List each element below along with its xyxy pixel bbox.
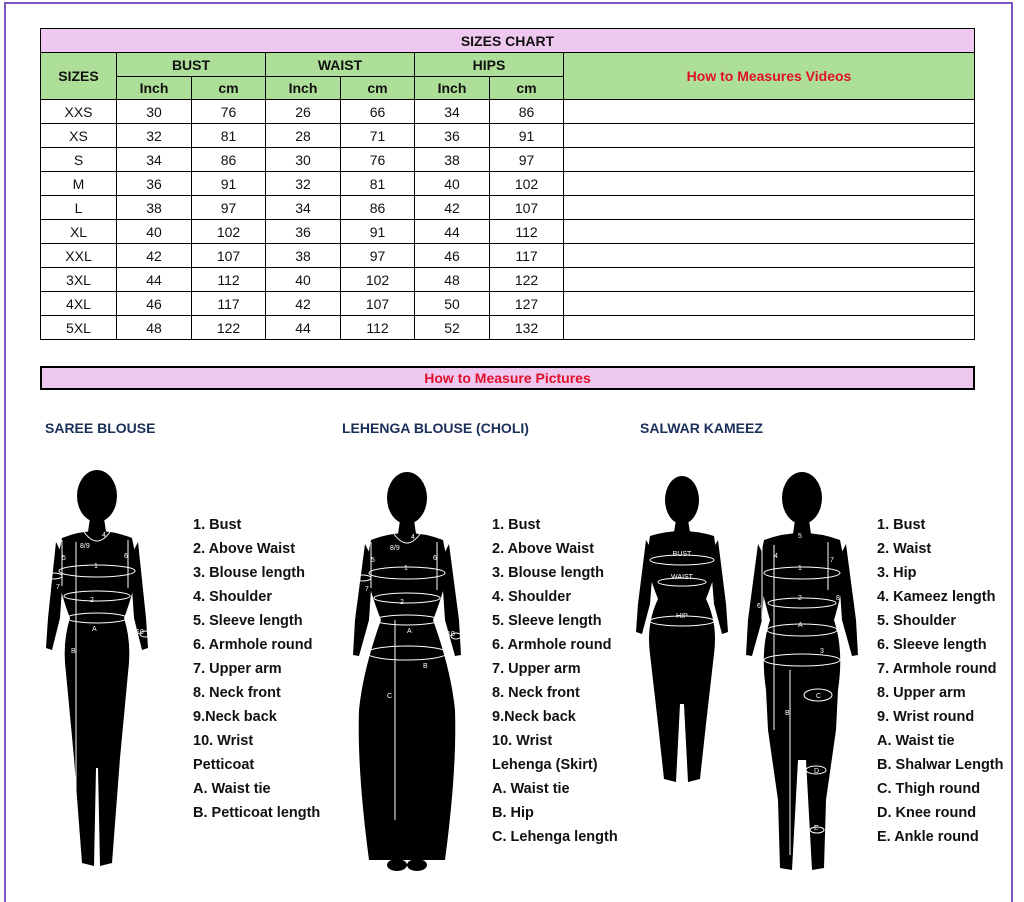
measure-cell: 30 (266, 148, 341, 172)
svg-text:1: 1 (94, 563, 98, 570)
measure-item: 9. Wrist round (877, 709, 975, 725)
measure-item: A. Waist tie (492, 781, 570, 797)
hip-figure-label: HIP (676, 613, 688, 620)
video-cell (564, 220, 975, 244)
measure-cell: 40 (117, 220, 192, 244)
measure-cell: 112 (490, 220, 564, 244)
sizes-column-header: SIZES (41, 53, 117, 100)
svg-text:10: 10 (447, 631, 455, 638)
measure-cell: 117 (490, 244, 564, 268)
measure-cell: 71 (341, 124, 415, 148)
measure-cell: 127 (490, 292, 564, 316)
measure-item: 4. Shoulder (492, 589, 571, 605)
measure-cell: 102 (192, 220, 266, 244)
video-cell (564, 100, 975, 124)
salwar-front-figure (636, 474, 728, 794)
svg-text:D: D (814, 768, 820, 775)
videos-header: How to Measures Videos (564, 53, 975, 100)
size-cell: 3XL (41, 268, 117, 292)
measure-cell: 36 (117, 172, 192, 196)
measure-cell: 91 (341, 220, 415, 244)
measure-item: B. Hip (492, 805, 534, 821)
svg-text:1: 1 (798, 565, 802, 572)
video-cell (564, 148, 975, 172)
unit-header: Inch (117, 77, 192, 100)
svg-text:B: B (423, 663, 428, 670)
measure-item: 5. Sleeve length (492, 613, 602, 629)
size-rows (41, 100, 975, 340)
measure-cell: 107 (490, 196, 564, 220)
measure-item: 3. Blouse length (492, 565, 604, 581)
measure-cell: 38 (415, 148, 490, 172)
sizes-chart-table (40, 28, 975, 340)
svg-text:7: 7 (830, 557, 834, 564)
measure-item: 8. Neck front (193, 685, 281, 701)
unit-header: cm (341, 77, 415, 100)
measure-item: B. Shalwar Length (877, 757, 1004, 773)
hips-group-header: HIPS (415, 53, 564, 77)
size-cell: XS (41, 124, 117, 148)
size-cell: 4XL (41, 292, 117, 316)
svg-text:5: 5 (798, 533, 802, 540)
measure-cell: 28 (266, 124, 341, 148)
video-cell (564, 172, 975, 196)
svg-text:C: C (387, 693, 393, 700)
video-cell (564, 244, 975, 268)
size-cell: 5XL (41, 316, 117, 340)
measure-cell: 34 (117, 148, 192, 172)
measure-cell: 46 (415, 244, 490, 268)
measure-cell: 91 (490, 124, 564, 148)
table-row (41, 100, 975, 124)
measure-item: 4. Kameez length (877, 589, 996, 605)
measure-item: 2. Above Waist (193, 541, 296, 557)
video-cell (564, 292, 975, 316)
bust-figure-label: BUST (672, 551, 692, 558)
svg-text:6: 6 (124, 553, 128, 560)
measure-item: E. Ankle round (877, 829, 979, 845)
waist-group-header: WAIST (266, 53, 415, 77)
unit-header: Inch (266, 77, 341, 100)
measure-cell: 66 (341, 100, 415, 124)
measure-cell: 86 (341, 196, 415, 220)
measure-item: 5. Shoulder (877, 613, 956, 629)
svg-text:2: 2 (400, 599, 404, 606)
size-cell: L (41, 196, 117, 220)
measure-cell: 42 (117, 244, 192, 268)
table-row (41, 148, 975, 172)
svg-text:A: A (407, 628, 412, 635)
measure-cell: 34 (266, 196, 341, 220)
pictures-header: How to Measure Pictures (40, 366, 975, 390)
measure-item: 4. Shoulder (193, 589, 272, 605)
svg-text:5: 5 (62, 555, 66, 562)
measure-cell: 102 (341, 268, 415, 292)
measure-cell: 76 (192, 100, 266, 124)
measure-item: Lehenga (Skirt) (492, 757, 598, 773)
measure-cell: 32 (266, 172, 341, 196)
svg-text:8: 8 (836, 595, 840, 602)
measure-item: 2. Waist (877, 541, 932, 557)
measure-cell: 42 (266, 292, 341, 316)
lehenga-figure (345, 470, 470, 880)
svg-text:9: 9 (852, 661, 856, 668)
measure-cell: 132 (490, 316, 564, 340)
unit-header: cm (490, 77, 564, 100)
table-row (41, 244, 975, 268)
measure-cell: 26 (266, 100, 341, 124)
table-row (41, 196, 975, 220)
measure-cell: 30 (117, 100, 192, 124)
measure-cell: 48 (117, 316, 192, 340)
bust-group-header: BUST (117, 53, 266, 77)
measure-item: 6. Armhole round (492, 637, 612, 653)
svg-text:B: B (785, 710, 790, 717)
saree-blouse-title: SAREE BLOUSE (45, 420, 156, 436)
measure-cell: 112 (341, 316, 415, 340)
measure-cell: 36 (415, 124, 490, 148)
measure-cell: 117 (192, 292, 266, 316)
table-row (41, 124, 975, 148)
svg-text:B: B (71, 648, 76, 655)
measure-cell: 81 (192, 124, 266, 148)
salwar-measure-list (877, 513, 1004, 849)
measure-item: 1. Bust (193, 517, 242, 533)
svg-text:6: 6 (433, 555, 437, 562)
svg-text:5: 5 (371, 557, 375, 564)
measure-cell: 86 (490, 100, 564, 124)
sizes-chart-title: SIZES CHART (41, 29, 975, 53)
saree-measure-list (193, 513, 320, 825)
svg-text:A: A (798, 622, 803, 629)
size-cell: M (41, 172, 117, 196)
waist-figure-label: WAIST (671, 574, 693, 581)
lehenga-blouse-title: LEHENGA BLOUSE (CHOLI) (342, 420, 529, 436)
video-cell (564, 196, 975, 220)
measure-cell: 122 (490, 268, 564, 292)
svg-text:7: 7 (365, 586, 369, 593)
unit-header: cm (192, 77, 266, 100)
svg-text:2: 2 (90, 597, 94, 604)
table-row (41, 292, 975, 316)
measure-item: C. Lehenga length (492, 829, 618, 845)
measure-item: 7. Armhole round (877, 661, 997, 677)
measure-item: 9.Neck back (492, 709, 576, 725)
measure-cell: 44 (266, 316, 341, 340)
measure-item: 5. Sleeve length (193, 613, 303, 629)
measure-cell: 81 (341, 172, 415, 196)
measure-cell: 97 (341, 244, 415, 268)
svg-text:3: 3 (820, 648, 824, 655)
measure-cell: 40 (266, 268, 341, 292)
measure-item: 9.Neck back (193, 709, 277, 725)
table-row (41, 268, 975, 292)
salwar-kameez-figure (740, 470, 865, 875)
table-row (41, 220, 975, 244)
measure-item: 8. Neck front (492, 685, 580, 701)
measure-cell: 112 (192, 268, 266, 292)
measure-item: 7. Upper arm (492, 661, 581, 677)
measure-item: 10. Wrist (492, 733, 553, 749)
measure-item: B. Petticoat length (193, 805, 321, 821)
measure-item: C. Thigh round (877, 781, 981, 797)
lehenga-measure-list (492, 513, 618, 849)
svg-text:7: 7 (56, 584, 60, 591)
measure-cell: 38 (117, 196, 192, 220)
video-cell (564, 124, 975, 148)
svg-text:6: 6 (757, 603, 761, 610)
size-cell: XXL (41, 244, 117, 268)
measure-cell: 46 (117, 292, 192, 316)
measure-cell: 102 (490, 172, 564, 196)
measure-cell: 97 (490, 148, 564, 172)
salwar-kameez-title: SALWAR KAMEEZ (640, 420, 763, 436)
video-cell (564, 316, 975, 340)
measure-cell: 52 (415, 316, 490, 340)
saree-blouse-figure (40, 468, 155, 878)
measure-cell: 122 (192, 316, 266, 340)
svg-text:4: 4 (774, 553, 778, 560)
measure-cell: 107 (341, 292, 415, 316)
measure-item: D. Knee round (877, 805, 977, 821)
measure-cell: 48 (415, 268, 490, 292)
svg-text:E: E (814, 825, 819, 832)
measure-item: 1. Bust (877, 517, 926, 533)
measure-item: Petticoat (193, 757, 255, 773)
measure-item: 3. Blouse length (193, 565, 305, 581)
measure-cell: 40 (415, 172, 490, 196)
measure-item: 7. Upper arm (193, 661, 282, 677)
measure-cell: 86 (192, 148, 266, 172)
measure-cell: 97 (192, 196, 266, 220)
measure-cell: 38 (266, 244, 341, 268)
svg-text:4: 4 (411, 534, 415, 541)
size-cell: S (41, 148, 117, 172)
video-cell (564, 268, 975, 292)
measure-cell: 76 (341, 148, 415, 172)
measure-item: 3. Hip (877, 565, 917, 581)
svg-text:10: 10 (136, 629, 144, 636)
measure-cell: 44 (117, 268, 192, 292)
size-cell: XXS (41, 100, 117, 124)
svg-text:C: C (816, 693, 822, 700)
svg-text:2: 2 (798, 595, 802, 602)
svg-text:8/9: 8/9 (80, 543, 90, 550)
measure-item: A. Waist tie (877, 733, 955, 749)
table-row (41, 172, 975, 196)
measure-cell: 50 (415, 292, 490, 316)
measure-cell: 34 (415, 100, 490, 124)
measure-item: A. Waist tie (193, 781, 271, 797)
unit-header: Inch (415, 77, 490, 100)
measure-item: 1. Bust (492, 517, 541, 533)
table-row (41, 316, 975, 340)
svg-text:A: A (92, 626, 97, 633)
size-cell: XL (41, 220, 117, 244)
measure-item: 10. Wrist (193, 733, 254, 749)
measure-item: 6. Armhole round (193, 637, 313, 653)
measure-item: 8. Upper arm (877, 685, 966, 701)
measure-item: 2. Above Waist (492, 541, 595, 557)
svg-text:8/9: 8/9 (390, 545, 400, 552)
measure-cell: 44 (415, 220, 490, 244)
measure-cell: 91 (192, 172, 266, 196)
measure-cell: 32 (117, 124, 192, 148)
measure-cell: 107 (192, 244, 266, 268)
measure-cell: 36 (266, 220, 341, 244)
measure-cell: 42 (415, 196, 490, 220)
svg-text:1: 1 (404, 565, 408, 572)
svg-text:4: 4 (102, 532, 106, 539)
measure-item: 6. Sleeve length (877, 637, 987, 653)
